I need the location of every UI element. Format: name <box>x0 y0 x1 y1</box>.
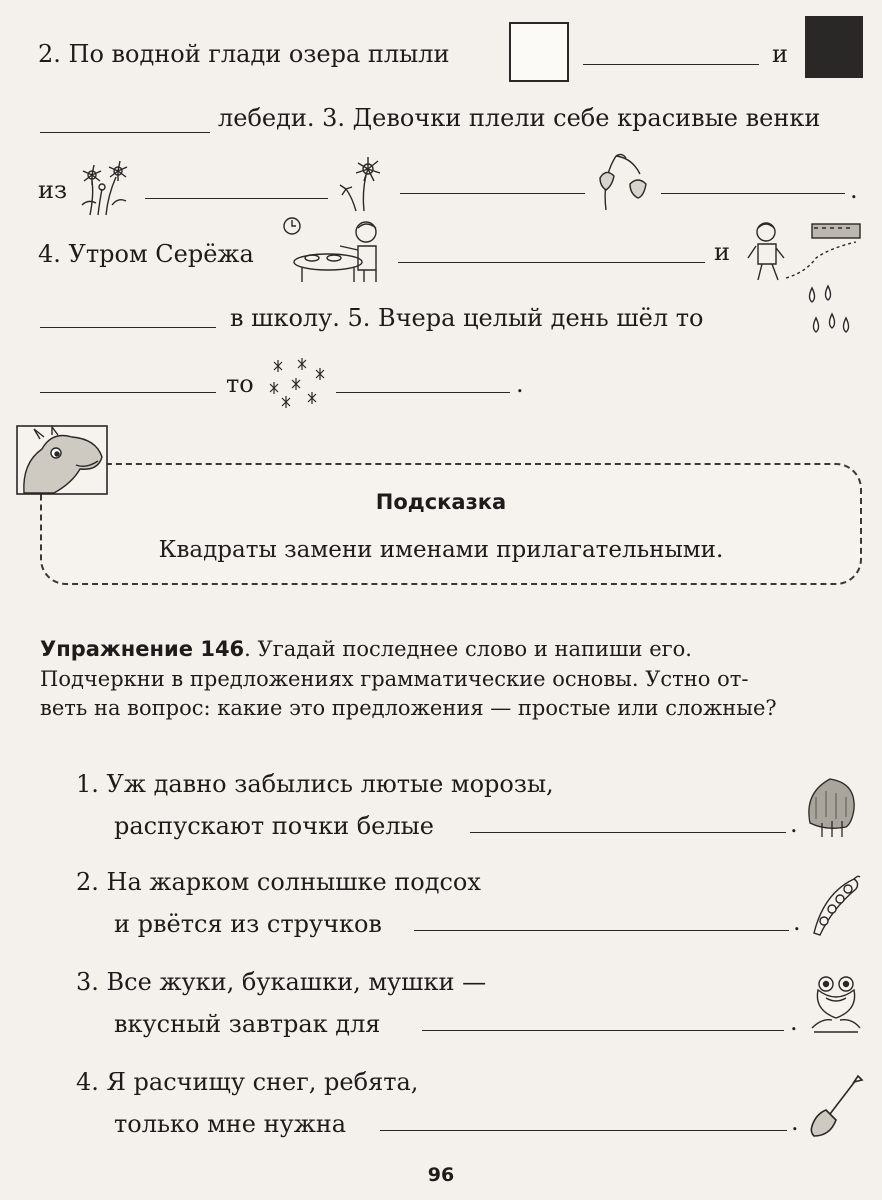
breakfast-boy-icon <box>282 216 390 284</box>
item-3-line-b: вкусный завтрак для <box>114 1010 381 1038</box>
item-1-period: . <box>790 810 798 838</box>
item-4-line-b: только мне нужна <box>114 1110 347 1138</box>
and-word-1: и <box>772 40 788 68</box>
exercise-intro-rest: . Угадай последнее слово и напиши его. <box>244 637 692 661</box>
sentence-5-text: в школу. 5. Вчера целый день шёл то <box>230 304 704 332</box>
answer-blank-item-1[interactable] <box>470 832 786 833</box>
chamomile-icon <box>72 155 138 217</box>
snowflakes-icon <box>264 356 328 412</box>
item-1-line-b: распускают почки белые <box>114 812 434 840</box>
sentence-4-text: 4. Утром Серёжа <box>38 240 254 268</box>
exercise-intro <box>40 637 692 661</box>
item-4-line-a: 4. Я расчищу снег, ребята, <box>76 1068 419 1096</box>
item-2-line-a: 2. На жарком солнышке подсох <box>76 868 481 896</box>
item-1-line-a: 1. Уж давно забылись лютые морозы, <box>76 770 554 798</box>
frog-icon <box>810 972 862 1034</box>
answer-blank-item-3[interactable] <box>422 1030 784 1031</box>
answer-blank-7[interactable] <box>40 327 216 328</box>
period-3: . <box>850 176 858 204</box>
dragon-mascot-icon <box>16 425 108 495</box>
hint-text: Квадраты замени именами прилагательными. <box>158 537 724 563</box>
answer-blank-3[interactable] <box>145 198 328 199</box>
exercise-line-3: веть на вопрос: какие это предложения — простые или сложные? <box>40 696 777 720</box>
hint-box <box>40 463 862 585</box>
hint-title: Подсказка <box>375 490 507 514</box>
answer-blank-4[interactable] <box>400 193 585 194</box>
page-number: 96 <box>427 1164 455 1186</box>
filled-square-box[interactable] <box>805 16 863 78</box>
item-2-period: . <box>793 908 801 936</box>
boy-walking-to-school-icon <box>742 218 864 282</box>
empty-square-box[interactable] <box>509 22 569 82</box>
and-word-2: и <box>714 238 730 266</box>
answer-blank-8[interactable] <box>40 392 216 393</box>
pea-pod-icon <box>808 873 862 939</box>
shovel-icon <box>808 1072 864 1138</box>
answer-blank-item-2[interactable] <box>414 930 789 931</box>
answer-blank-6[interactable] <box>398 262 705 263</box>
item-3-line-a: 3. Все жуки, букашки, мушки — <box>76 968 487 996</box>
period-6: . <box>516 370 524 398</box>
cornflower-icon <box>334 153 394 213</box>
willow-tree-icon <box>800 773 862 839</box>
item-3-period: . <box>790 1008 798 1036</box>
answer-blank-5[interactable] <box>661 193 845 194</box>
answer-blank-9[interactable] <box>336 392 510 393</box>
from-word: из <box>38 176 68 204</box>
exercise-label: Упражнение 146 <box>40 637 245 661</box>
answer-blank-2[interactable] <box>40 132 210 133</box>
bellflower-icon <box>592 148 654 212</box>
item-2-line-b: и рвётся из стручков <box>114 910 382 938</box>
sentence-2-text: 2. По водной глади озера плыли <box>38 40 450 68</box>
sentence-3-text: лебеди. 3. Девочки плели себе красивые венки <box>218 104 821 132</box>
answer-blank-item-4[interactable] <box>380 1130 787 1131</box>
item-4-period: . <box>791 1108 799 1136</box>
raindrops-icon <box>802 284 854 344</box>
exercise-line-2: Подчеркни в предложениях грамматические основы. Устно от- <box>40 667 749 691</box>
then-word: то <box>226 370 254 398</box>
answer-blank-1[interactable] <box>583 64 759 65</box>
